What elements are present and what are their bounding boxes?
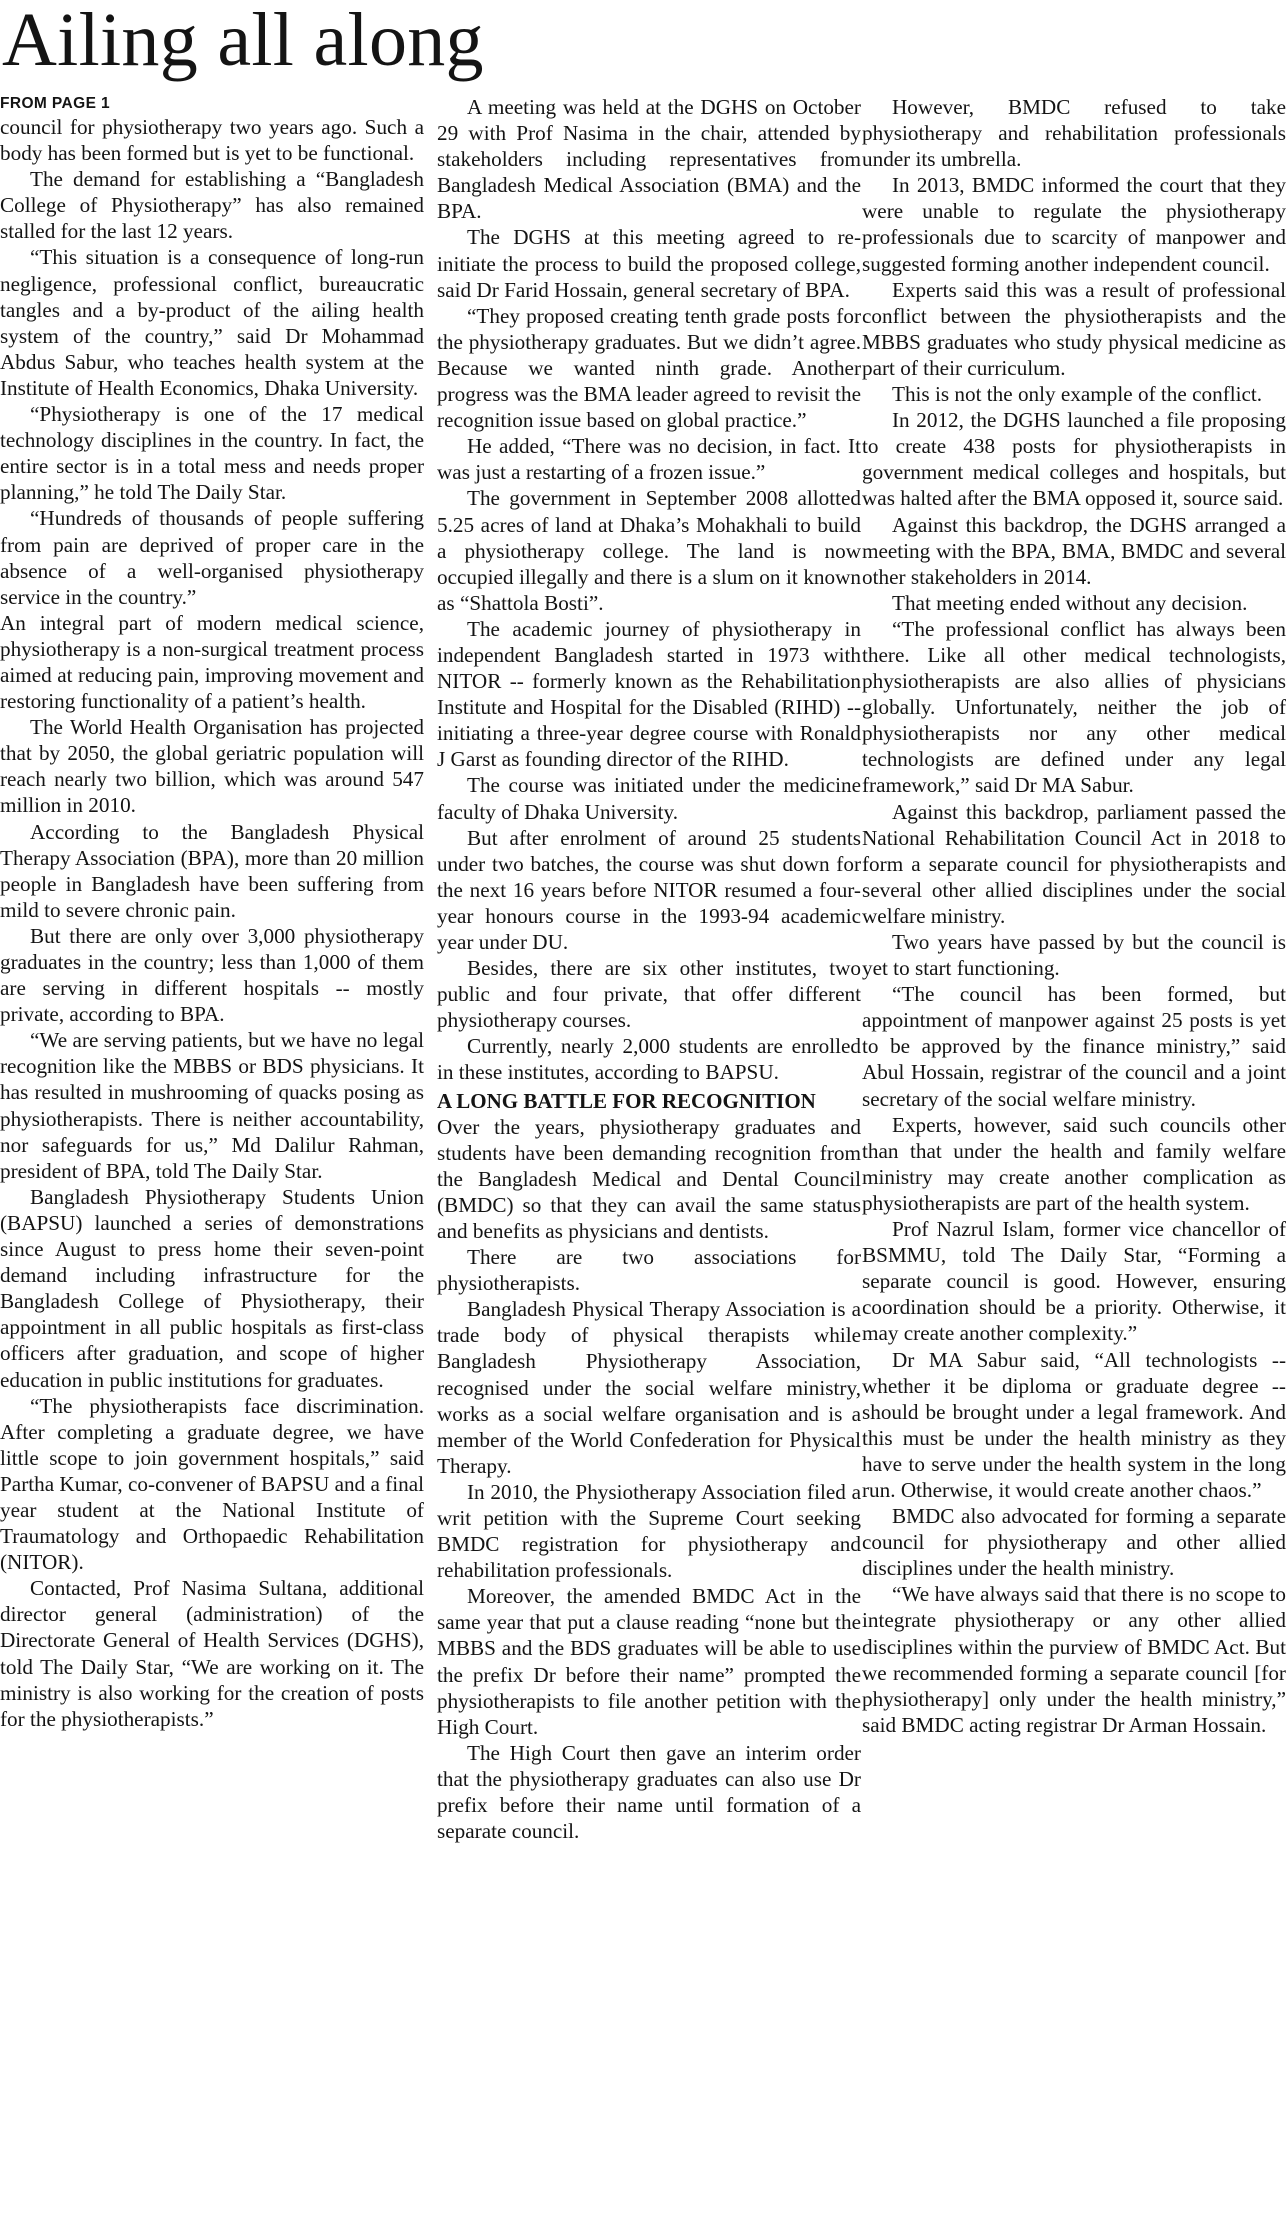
paragraph: “This situation is a consequence of long-run negligence, professional conflict, bureaucratic tangles and a by-product of the ailing health system of the country,” said Dr Mohammad Abdus Sabur, who teaches health system at the Institute of Health Economics, Dhaka University. — [0, 245, 424, 400]
paragraph: The academic journey of physiotherapy in independent Bangladesh started in 1973 with NITOR -- formerly known as the Rehabilitation Institute and Hospital for the Disabled (RIHD) -- initiating a three-year degree course with Ronald J Garst as founding director of the RIHD. — [437, 616, 861, 772]
section-subhead: A LONG BATTLE FOR RECOGNITION — [437, 1088, 816, 1113]
paragraph: The course was initiated under the medicine faculty of Dhaka University. — [437, 773, 861, 824]
paragraph: There are two associations for physiotherapists. — [437, 1245, 861, 1296]
paragraph: Against this backdrop, the DGHS arranged a meeting with the BPA, BMA, BMDC and several other stakeholders in 2014. — [862, 512, 1286, 589]
paragraph: This is not the only example of the conflict. — [892, 382, 1263, 407]
paragraph: The High Court then gave an interim order that the physiotherapy graduates can also use Dr prefix before their name until formation of a separate council. — [437, 1740, 861, 1844]
paragraph: “The council has been formed, but appointment of manpower against 25 posts is yet to be approved by the finance ministry,” said Abul Hossain, registrar of the council and a joint secretary of the social welfare ministry. — [862, 982, 1286, 1111]
paragraph: “The physiotherapists face discrimination. After completing a graduate degree, we have little scope to join government hospitals,” said Partha Kumar, co-convener of BAPSU and a final year student at the National Institute of Traumatology and Orthopaedic Rehabilitation (NITOR). — [0, 1393, 424, 1575]
paragraph: A meeting was held at the DGHS on October 29 with Prof Nasima in the chair, attended by stakeholders including representatives from Bangladesh Medical Association (BMA) and the BPA. — [437, 95, 861, 224]
paragraph: “Hundreds of thousands of people suffering from pain are deprived of proper care in the absence of a well-organised physiotherapy service in the country.” — [0, 506, 424, 609]
paragraph: Contacted, Prof Nasima Sultana, additional director general (administration) of the Directorate General of Health Services (DGHS), told The Daily Star, “We are working on it. The ministry is also working for the creation of posts for the physiotherapists.” — [0, 1576, 424, 1731]
paragraph: Besides, there are six other institutes, two public and four private, that offer different physiotherapy courses. — [437, 956, 861, 1033]
paragraph: Experts said this was a result of professional conflict between the physiotherapists and the MBBS graduates who study physical medicine as part of their curriculum. — [862, 277, 1286, 380]
paragraph: council for physiotherapy two years ago. Such a body has been formed but is yet to be functional. — [0, 115, 424, 166]
paragraph: However, BMDC refused to take physiotherapy and rehabilitation professionals under its umbrella. — [862, 95, 1286, 172]
column-2 — [437, 94, 861, 2235]
paragraph: Against this backdrop, parliament passed the National Rehabilitation Council Act in 2018 to form a separate council for physiotherapists and several other allied disciplines under the social welfare ministry. — [862, 799, 1286, 928]
paragraph: In 2012, the DGHS launched a file proposing to create 438 posts for physiotherapists in government medical colleges and hospitals, but was halted after the BMA opposed it, source said. — [862, 408, 1286, 511]
column-1 — [0, 94, 424, 2235]
continuation-kicker: FROM PAGE 1 — [0, 95, 111, 112]
paragraph: “We have always said that there is no scope to integrate physiotherapy or any other allied disciplines within the purview of BMDC Act. But we recommended forming a separate council [for physiotherapy] only under the health ministry,” said BMDC acting registrar Dr Arman Hossain. — [862, 1582, 1286, 1737]
paragraph: The DGHS at this meeting agreed to re-initiate the process to build the proposed college, said Dr Farid Hossain, general secretary of BPA. — [437, 225, 861, 302]
headline: Ailing all along — [2, 0, 484, 82]
paragraph: Two years have passed by but the council is yet to start functioning. — [862, 930, 1286, 981]
paragraph: In 2010, the Physiotherapy Association filed a writ petition with the Supreme Court seeking BMDC registration for physiotherapy and rehabilitation professionals. — [437, 1479, 861, 1583]
paragraph: “The professional conflict has always been there. Like all other medical technologists, physiotherapists are also allies of physicians globally. Unfortunately, neither the job of physiotherapists nor any other medical technologists are defined under any legal framework,” said Dr MA Sabur. — [862, 616, 1286, 798]
paragraph: Bangladesh Physical Therapy Association is a trade body of physical therapists while Bangladesh Physiotherapy Association, recognised under the social welfare ministry, works as a social welfare organisation and is a member of the World Confederation for Physical Therapy. — [437, 1297, 861, 1478]
paragraph: The government in September 2008 allotted 5.25 acres of land at Dhaka’s Mohakhali to build a physiotherapy college. The land is now occupied illegally and there is a slum on it known as “Shattola Bosti”. — [437, 486, 861, 615]
paragraph: The demand for establishing a “Bangladesh College of Physiotherapy” has also remained stalled for the last 12 years. — [0, 167, 424, 244]
paragraph: Experts, however, said such councils other than that under the health and family welfare ministry may create another complication as physiotherapists are part of the health system. — [862, 1112, 1286, 1215]
paragraph: In 2013, BMDC informed the court that they were unable to regulate the physiotherapy professionals due to scarcity of manpower and suggested forming another independent council. — [862, 173, 1286, 276]
paragraph: An integral part of modern medical science, physiotherapy is a non-surgical treatment process aimed at reducing pain, improving movement and restoring functionality of a patient’s health. — [0, 610, 424, 714]
paragraph: That meeting ended without any decision. — [892, 590, 1248, 615]
paragraph: Moreover, the amended BMDC Act in the same year that put a clause reading “none but the MBBS and the BDS graduates will be able to use the prefix Dr before their name” prompted the physiotherapists to file another petition with the High Court. — [437, 1584, 861, 1739]
paragraph: “Physiotherapy is one of the 17 medical technology disciplines in the country. In fact, the entire sector is in a total mess and needs proper planning,” he told The Daily Star. — [0, 402, 424, 505]
paragraph: According to the Bangladesh Physical Therapy Association (BPA), more than 20 million people in Bangladesh have been suffering from mild to severe chronic pain. — [0, 819, 424, 922]
paragraph: Over the years, physiotherapy graduates and students have been demanding recognition from the Bangladesh Medical and Dental Council (BMDC) so that they can avail the same status and benefits as physicians and dentists. — [437, 1114, 861, 1243]
paragraph: He added, “There was no decision, in fact. It was just a restarting of a frozen issue.” — [437, 434, 861, 485]
article-body — [0, 94, 1286, 2235]
paragraph: The World Health Organisation has projected that by 2050, the global geriatric population will reach nearly two billion, which was around 547 million in 2010. — [0, 715, 424, 818]
paragraph: “We are serving patients, but we have no legal recognition like the MBBS or BDS physicians. It has resulted in mushrooming of quacks posing as physiotherapists. There is neither accountability, nor safeguards for us,” Md Dalilur Rahman, president of BPA, told The Daily Star. — [0, 1028, 424, 1183]
paragraph: “They proposed creating tenth grade posts for the physiotherapy graduates. But we didn’t agree. Because we wanted ninth grade. Another progress was the BMA leader agreed to revisit the recognition issue based on global practice.” — [437, 303, 861, 433]
paragraph: Prof Nazrul Islam, former vice chancellor of BSMMU, told The Daily Star, “Forming a separate council is good. However, ensuring coordination should be a priority. Otherwise, it may create another complexity.” — [862, 1217, 1286, 1346]
paragraph: Bangladesh Physiotherapy Students Union (BAPSU) launched a series of demonstrations since August to press home their seven-point demand including infrastructure for the Bangladesh College of Physiotherapy, their appointment in all public hospitals as first-class officers after graduation, and scope of higher education in public institutions for graduates. — [0, 1184, 424, 1392]
column-3 — [862, 94, 1286, 2235]
paragraph: Dr MA Sabur said, “All technologists -- whether it be diploma or graduate degree -- should be brought under a legal framework. And this must be under the health ministry as they have to serve under the health system in the long run. Otherwise, it would create another chaos.” — [862, 1347, 1286, 1502]
paragraph: BMDC also advocated for forming a separate council for physiotherapy and other allied disciplines under the health ministry. — [862, 1504, 1286, 1581]
paragraph: Currently, nearly 2,000 students are enrolled in these institutes, according to BAPSU. — [437, 1034, 861, 1085]
paragraph: But after enrolment of around 25 students under two batches, the course was shut down for the next 16 years before NITOR resumed a four-year honours course in the 1993-94 academic year under DU. — [437, 825, 861, 954]
paragraph: But there are only over 3,000 physiotherapy graduates in the country; less than 1,000 of them are serving in different hospitals -- mostly private, according to BPA. — [0, 923, 424, 1027]
